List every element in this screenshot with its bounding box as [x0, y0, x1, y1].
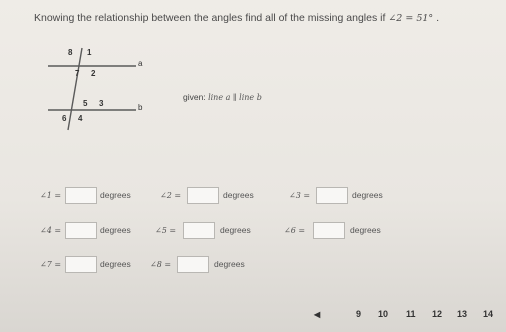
page-link-11[interactable]: 11 — [406, 309, 416, 319]
line-b-label: b — [138, 103, 143, 112]
angle-2-label: ∠2 = — [160, 191, 182, 200]
angle-8-label: ∠8 = — [150, 260, 172, 269]
angle-label-1: 1 — [87, 48, 92, 57]
angle-1-unit: degrees — [100, 190, 131, 200]
answer-row-1 — [0, 187, 506, 209]
angle-label-7: 7 — [75, 69, 80, 78]
angle-label-4: 4 — [78, 114, 83, 123]
angle-6-unit: degrees — [350, 225, 381, 235]
page-link-10[interactable]: 10 — [378, 309, 389, 319]
angle-5-label: ∠5 = — [155, 226, 177, 235]
angle-8-input[interactable] — [177, 256, 209, 273]
angle-5-input[interactable] — [183, 222, 215, 239]
angle-3-input[interactable] — [316, 187, 348, 204]
angle-1-input[interactable] — [65, 187, 97, 204]
angle-1-label: ∠1 = — [40, 191, 62, 200]
parallel-lines-diagram — [40, 42, 160, 134]
angle-7-label: ∠7 = — [40, 260, 62, 269]
given-angle-expression: ∠2 = 51° . — [388, 13, 440, 24]
given-label: given: — [183, 92, 206, 102]
page-link-13[interactable]: 13 — [457, 309, 468, 319]
angle-label-6: 6 — [62, 114, 67, 123]
angle-4-input[interactable] — [65, 222, 97, 239]
angle-6-input[interactable] — [313, 222, 345, 239]
page-link-14[interactable]: 14 — [483, 309, 494, 319]
angle-4-unit: degrees — [100, 225, 131, 235]
angle-label-2: 2 — [91, 69, 96, 78]
angle-3-unit: degrees — [352, 190, 383, 200]
angle-label-3: 3 — [99, 99, 104, 108]
given-statement — [183, 92, 262, 102]
angle-4-label: ∠4 = — [40, 226, 62, 235]
angle-label-5: 5 — [83, 99, 88, 108]
diagram-lines — [40, 42, 160, 134]
page-link-12[interactable]: 12 — [432, 309, 443, 319]
previous-page-icon[interactable]: ◀ — [314, 310, 321, 319]
angle-2-unit: degrees — [223, 190, 254, 200]
angle-6-label: ∠6 = — [284, 226, 306, 235]
angle-5-unit: degrees — [220, 225, 251, 235]
angle-2-input[interactable] — [187, 187, 219, 204]
question-text — [34, 12, 474, 24]
question-prompt: Knowing the relationship between the angles find all of the missing angles if — [34, 12, 386, 24]
page-link-9[interactable]: 9 — [356, 309, 362, 319]
angle-7-input[interactable] — [65, 256, 97, 273]
line-a-label: a — [138, 59, 143, 68]
angle-7-unit: degrees — [100, 259, 131, 269]
angle-3-label: ∠3 = — [289, 191, 311, 200]
angle-8-unit: degrees — [214, 259, 245, 269]
given-expression: line a ∥ line b — [208, 93, 262, 102]
angle-label-8: 8 — [68, 48, 73, 57]
answer-row-3 — [0, 256, 506, 278]
answer-row-2 — [0, 222, 506, 244]
